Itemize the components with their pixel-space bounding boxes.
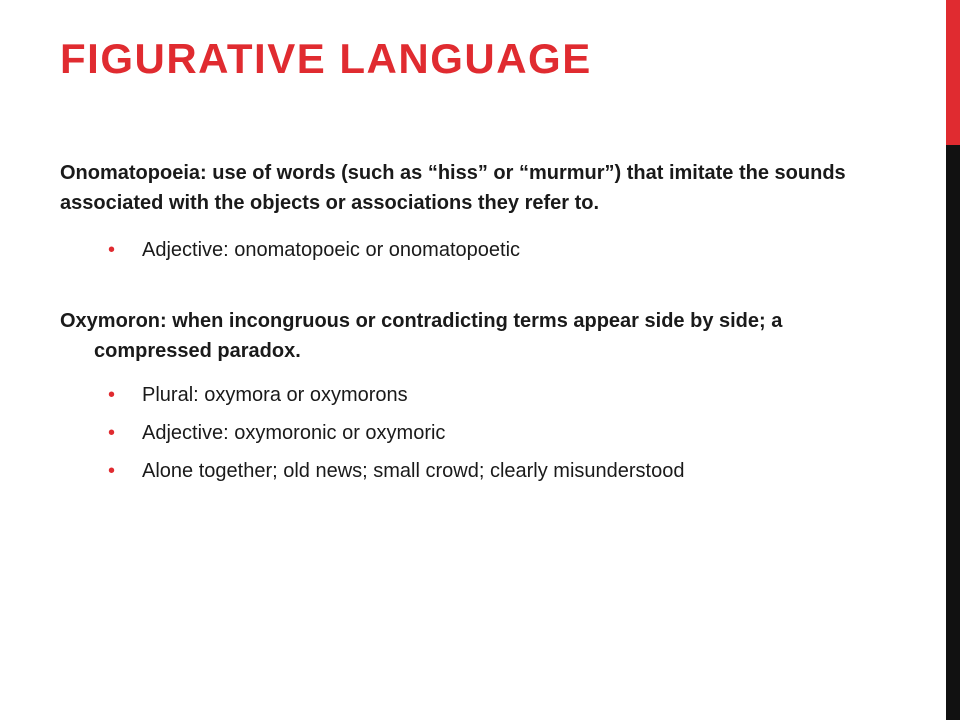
bullet-text: Alone together; old news; small crowd; clearly misunderstood [142, 460, 685, 482]
term-group-onomatopoeia [60, 158, 850, 265]
slide-content [60, 158, 850, 495]
accent-bar-dark [946, 145, 960, 720]
accent-bar-red [946, 0, 960, 145]
list-item [108, 236, 850, 265]
term-group-oxymoron [60, 306, 850, 486]
list-item [108, 419, 850, 448]
slide-title: FIGURATIVE LANGUAGE [60, 35, 592, 82]
bullet-dot: • [108, 422, 116, 444]
term-definition: Oxymoron: when incongruous or contradicting terms appear side by side; a compressed paradox. [60, 310, 783, 362]
bullet-dot: • [108, 239, 116, 261]
list-item [108, 457, 850, 486]
bullet-list [60, 381, 850, 486]
bullet-text: Adjective: onomatopoeic or onomatopoetic [142, 239, 521, 261]
list-item [108, 381, 850, 410]
bullet-dot: • [108, 460, 116, 482]
bullet-text: Adjective: oxymoronic or oxymoric [142, 422, 446, 444]
bullet-dot: • [108, 384, 116, 406]
term-definition: Onomatopoeia: use of words (such as “hiss” or “murmur”) that imitate the sounds associated with the objects or associations they refer to. [60, 162, 846, 214]
bullet-text: Plural: oxymora or oxymorons [142, 384, 408, 406]
bullet-list [60, 236, 850, 265]
